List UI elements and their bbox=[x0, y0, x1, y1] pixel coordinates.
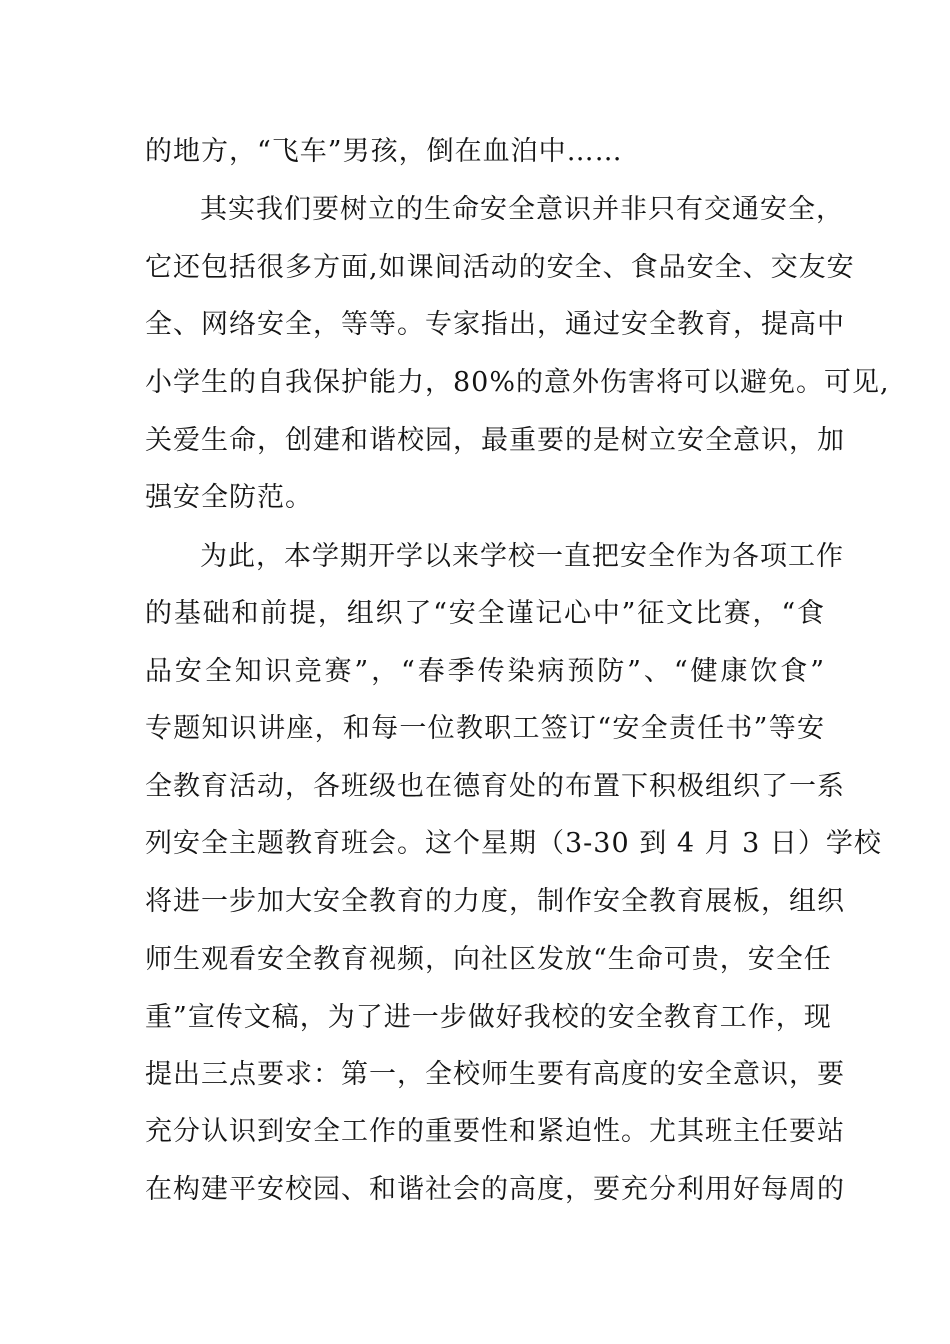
text-line: 充分认识到安全工作的重要性和紧迫性。尤其班主任要站 bbox=[145, 1116, 845, 1147]
text-line: 小学生的自我保护能力，80%的意外伤害将可以避免。可见, bbox=[145, 367, 890, 398]
paragraph-first-line: 其实我们要树立的生命安全意识并非只有交通安全， bbox=[200, 194, 844, 225]
text-line: 全教育活动，各班级也在德育处的布置下积极组织了一系 bbox=[145, 771, 845, 802]
text-line: 提出三点要求：第一，全校师生要有高度的安全意识，要 bbox=[145, 1059, 845, 1090]
text-line: 专题知识讲座，和每一位教职工签订“安全责任书”等安 bbox=[145, 713, 825, 744]
text-line: 在构建平安校园、和谐社会的高度，要充分利用好每周的 bbox=[145, 1174, 845, 1205]
text-line: 的地方，“飞车”男孩，倒在血泊中…… bbox=[145, 136, 623, 167]
text-line: 全、网络安全，等等。专家指出，通过安全教育，提高中 bbox=[145, 309, 845, 340]
text-line: 强安全防范。 bbox=[145, 482, 313, 513]
text-line: 将进一步加大安全教育的力度，制作安全教育展板，组织 bbox=[145, 886, 845, 917]
text-line: 师生观看安全教育视频，向社区发放“生命可贵，安全任 bbox=[145, 944, 832, 975]
text-line: 列安全主题教育班会。这个星期（3-30 到 4 月 3 日）学校 bbox=[145, 828, 882, 859]
text-line: 的基础和前提，组织了“安全谨记心中”征文比赛，“食 bbox=[145, 598, 825, 629]
text-line: 它还包括很多方面,如课间活动的安全、食品安全、交友安 bbox=[145, 252, 855, 283]
text-line: 关爱生命，创建和谐校园，最重要的是树立安全意识，加 bbox=[145, 425, 845, 456]
text-line: 重”宣传文稿，为了进一步做好我校的安全教育工作，现 bbox=[145, 1002, 832, 1033]
paragraph-first-line: 为此，本学期开学以来学校一直把安全作为各项工作 bbox=[200, 541, 844, 572]
text-line: 品安全知识竞赛”，“春季传染病预防”、“健康饮食” bbox=[145, 656, 825, 687]
